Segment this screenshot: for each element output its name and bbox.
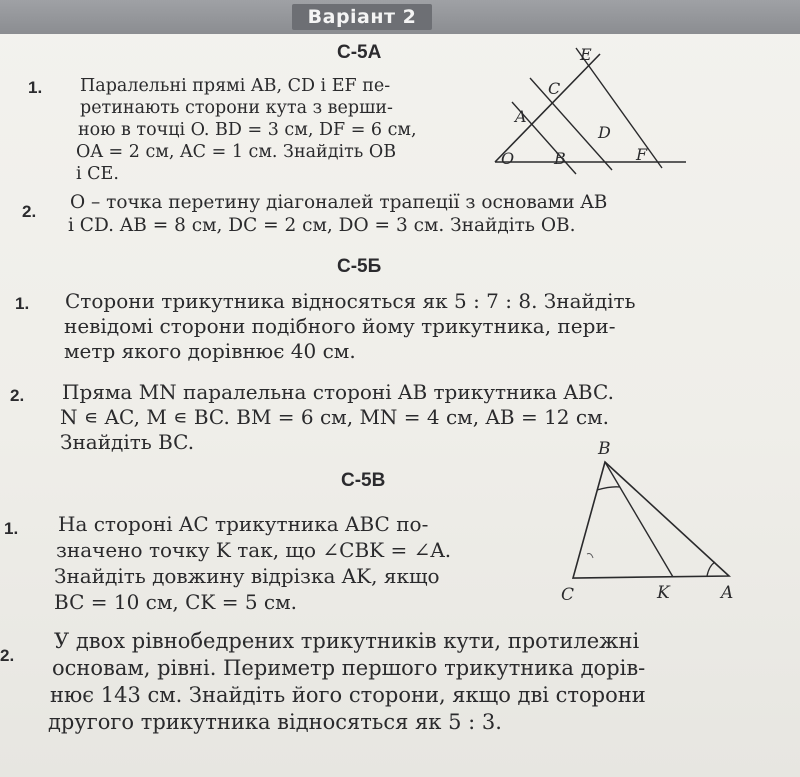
problem-text-line: BC = 10 см, CK = 5 см. xyxy=(54,590,298,614)
problem-text-line: На стороні AC трикутника ABC по- xyxy=(58,512,429,536)
figure-label-c: C xyxy=(548,79,561,98)
problem-number-a1: 1. xyxy=(28,78,43,97)
problem-number-b2: 2. xyxy=(10,386,25,405)
problem-text-line: У двох рівнобедрених трикутників кути, протилежні xyxy=(54,629,640,653)
problem-text-line: Сторони трикутника відносяться як 5 : 7 : 8. Знайдіть xyxy=(65,289,636,313)
problem-number-a2: 2. xyxy=(22,202,37,221)
problem-number-v1: 1. xyxy=(4,519,19,538)
problem-text-line: ною в точці O. BD = 3 см, DF = 6 см, xyxy=(78,120,417,140)
figure-label-b: B xyxy=(554,149,566,168)
angle-parallel-lines-figure xyxy=(490,40,690,180)
figure-label-a: A xyxy=(515,107,527,126)
section-title-c5a: С-5А xyxy=(337,42,382,63)
variant-title: Варіант 2 xyxy=(292,4,432,30)
problem-text-line: OA = 2 см, AC = 1 см. Знайдіть OB xyxy=(76,142,397,162)
problem-text-line: Знайдіть довжину відрізка AK, якщо xyxy=(54,564,440,588)
problem-number-v2: 2. xyxy=(0,646,15,665)
problem-text-line: O – точка перетину діагоналей трапеції з основами AB xyxy=(70,192,608,213)
figure-label-d: D xyxy=(598,123,611,142)
triangle-abk-figure xyxy=(555,436,745,606)
problem-text-line: нює 143 см. Знайдіть його сторони, якщо дві сторони xyxy=(50,683,646,707)
figure-label-o: O xyxy=(501,149,515,168)
problem-text-line: значено точку K так, що ∠CBK = ∠A. xyxy=(56,538,452,562)
figure-label-f: F xyxy=(636,145,648,164)
figure-label-e: E xyxy=(580,45,592,64)
problem-text-line: і CE. xyxy=(76,164,119,184)
problem-text-line: Знайдіть BC. xyxy=(60,430,195,454)
problem-text-line: Пряма MN паралельна стороні AB трикутника ABC. xyxy=(62,380,614,404)
problem-text-line: основам, рівні. Периметр першого трикутника дорів- xyxy=(52,656,646,680)
problem-text-line: метр якого дорівнює 40 см. xyxy=(64,339,356,363)
section-title-c5v: С-5В xyxy=(341,470,386,491)
section-title-c5b: С-5Б xyxy=(337,256,382,277)
figure-label-c: C xyxy=(561,585,575,605)
problem-text-line: і CD. AB = 8 см, DC = 2 см, DO = 3 см. Знайдіть OB. xyxy=(68,215,576,236)
problem-text-line: другого трикутника відносяться як 5 : 3. xyxy=(48,710,502,734)
problem-text-line: N ∊ AC, M ∊ BC. BM = 6 см, MN = 4 см, AB = 12 см. xyxy=(60,405,609,429)
problem-text-line: невідомі сторони подібного йому трикутника, пери- xyxy=(64,314,616,338)
problem-text-line: ретинають сторони кута з верши- xyxy=(80,98,393,118)
figure-label-a: A xyxy=(721,583,734,603)
figure-label-b: B xyxy=(598,439,611,459)
figure-label-k: K xyxy=(657,583,670,603)
problem-number-b1: 1. xyxy=(15,294,30,313)
problem-text-line: Паралельні прямі AB, CD і EF пе- xyxy=(80,76,391,96)
